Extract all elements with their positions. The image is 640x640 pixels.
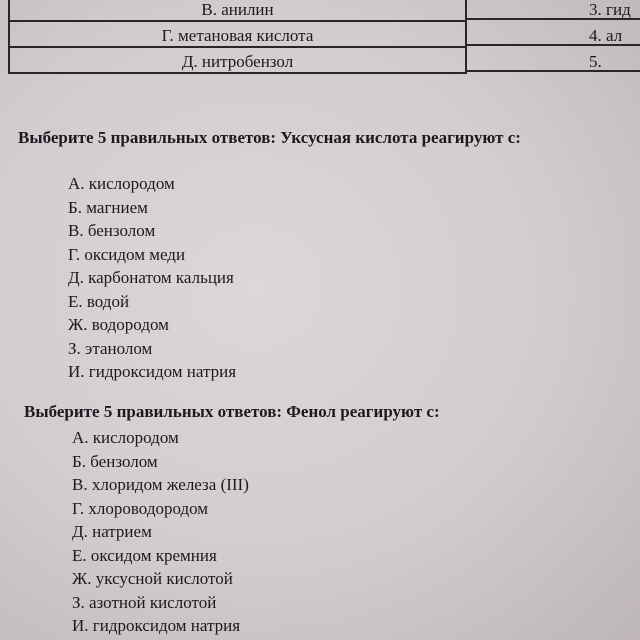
option-item: И. гидроксидом натрия (72, 616, 241, 635)
option-item: А. кислородом (68, 174, 175, 193)
table-row (8, 48, 640, 74)
option-item: Д. натрием (72, 522, 152, 541)
answer-table (8, 0, 640, 74)
table-row (8, 0, 640, 22)
option-item: Д. карбонатом кальция (68, 268, 234, 287)
option-item: Ж. уксусной кислотой (72, 569, 233, 588)
option-item: З. азотной кислотой (72, 592, 217, 612)
question-1-options (68, 172, 236, 384)
option-item: З. этанолом (68, 338, 153, 358)
option-item: В. хлоридом железа (III) (72, 475, 249, 494)
option-item: Г. хлороводородом (72, 498, 209, 518)
option-item: Б. магнием (68, 197, 148, 217)
table-cell-right: 3. гид (465, 0, 640, 20)
option-item: Г. оксидом меди (68, 244, 186, 264)
option-item: Е. водой (68, 291, 130, 311)
option-item: Е. оксидом кремния (72, 545, 217, 565)
table-cell-left: Г. метановая кислота (8, 22, 467, 48)
option-item: И. гидроксидом натрия (68, 362, 237, 381)
question-2-options (72, 426, 249, 638)
table-cell-left: Д. нитробензол (8, 48, 467, 74)
question-2-prompt: Выберите 5 правильных ответов: Фенол реагируют с: (24, 402, 440, 421)
option-item: Ж. водородом (68, 315, 169, 334)
option-item: Б. бензолом (72, 451, 158, 471)
question-1-prompt: Выберите 5 правильных ответов: Уксусная кислота реагируют с: (18, 128, 521, 147)
table-cell-left: В. анилин (8, 0, 467, 22)
option-item: А. кислородом (72, 428, 179, 447)
table-row (8, 22, 640, 48)
table-cell-right: 4. ал (465, 22, 640, 46)
table-cell-right: 5. (465, 48, 640, 72)
option-item: В. бензолом (68, 221, 156, 240)
